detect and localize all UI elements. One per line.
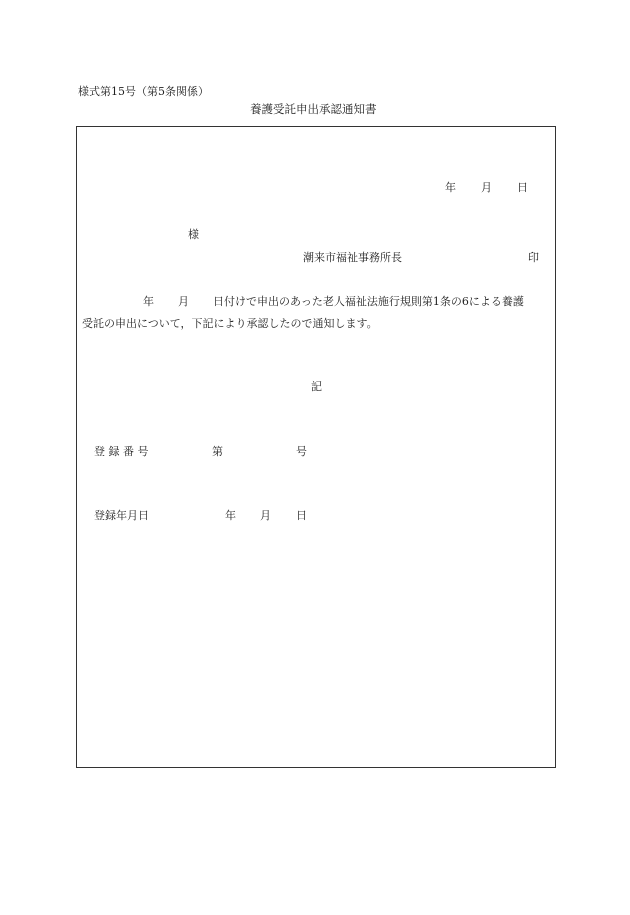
registration-number-label: 登 録 番 号 — [94, 445, 149, 458]
seal-mark: 印 — [528, 251, 539, 264]
date-day-label: 日 — [517, 181, 528, 194]
issuer-name: 潮来市福祉事務所長 — [303, 251, 402, 264]
body-month-label: 月 — [178, 295, 189, 308]
form-number: 様式第15号（第5条関係） — [78, 85, 209, 98]
addressee-honorific: 様 — [188, 228, 199, 241]
body-text-line-2: 受託の申出について，下記により承認したので通知します。 — [82, 317, 378, 330]
registration-date-day: 日 — [296, 509, 307, 522]
date-month-label: 月 — [481, 181, 492, 194]
registration-number-prefix: 第 — [212, 445, 223, 458]
registration-date-label: 登録年月日 — [94, 509, 149, 522]
registration-date-month: 月 — [260, 509, 271, 522]
note-heading: 記 — [311, 380, 322, 393]
document-title: 養護受託申出承認通知書 — [250, 102, 377, 116]
body-text-line-1: 日付けで申出のあった老人福祉法施行規則第1条の6による養護 — [213, 295, 524, 308]
registration-date-year: 年 — [225, 509, 236, 522]
body-year-label: 年 — [143, 295, 154, 308]
date-year-label: 年 — [445, 181, 456, 194]
registration-number-suffix: 号 — [296, 445, 307, 458]
